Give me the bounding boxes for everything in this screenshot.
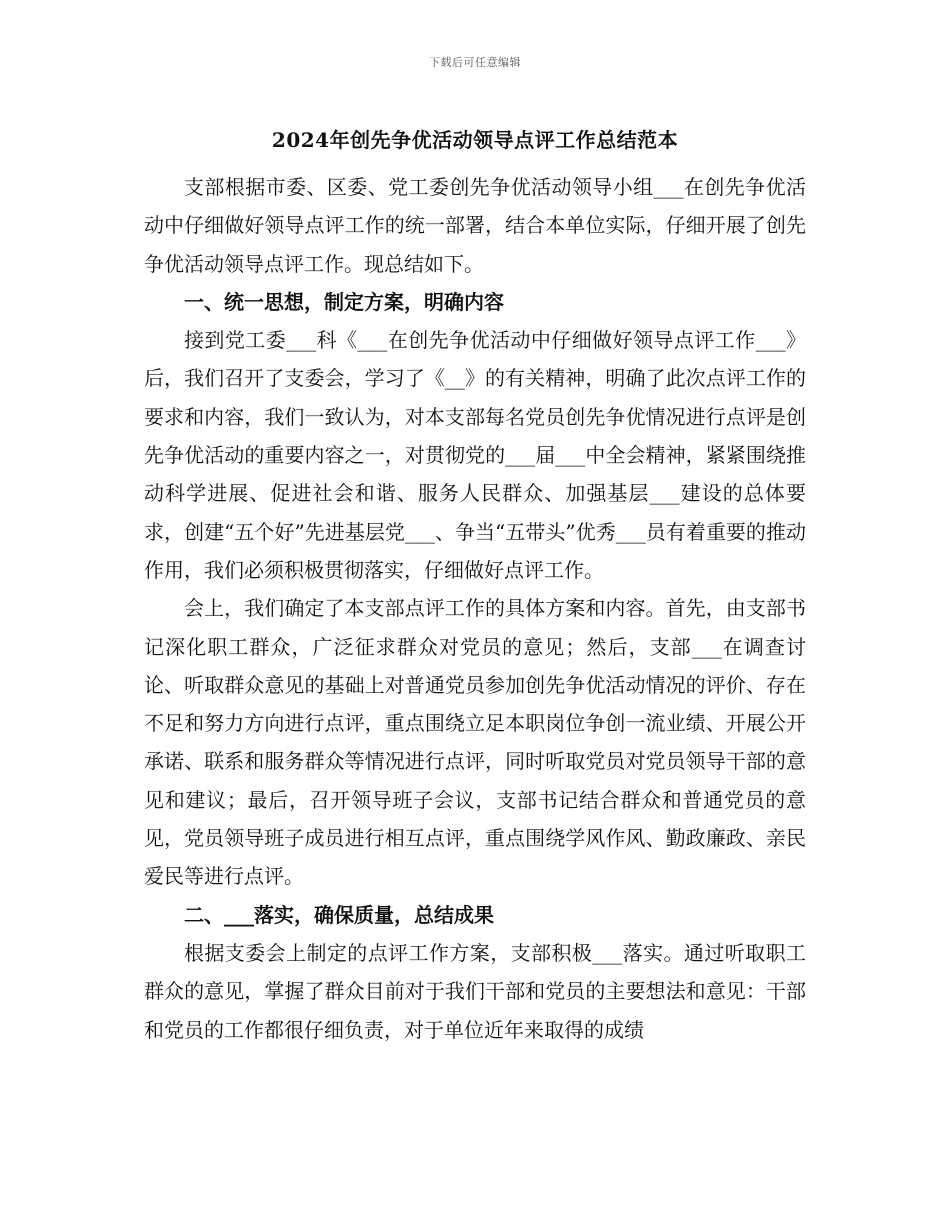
section-1-heading: 一、统一思想，制定方案，明确内容 <box>184 289 504 314</box>
document-title: 2024年创先争优活动领导点评工作总结范本 <box>271 128 679 152</box>
intro-paragraph: 支部根据市委、区委、党工委创先争优活动领导小组___在创先争优活动中仔细做好领导点评工作的统一部署，结合本单位实际，仔细开展了创先争优活动领导点评工作。现总结如下。 <box>144 175 806 276</box>
section-2-paragraph-1: 根据支委会上制定的点评工作方案，支部积极___落实。通过听取职工群众的意见，掌握了群众目前对于我们干部和党员的主要想法和意见：干部和党员的工作都很仔细负责，对于单位近年来取得的成绩 <box>144 940 806 1042</box>
section-1-paragraph-1: 接到党工委___科《___在创先争优活动中仔细做好领导点评工作___》后，我们召开了支委会，学习了《__》的有关精神，明确了此次点评工作的要求和内容，我们一致认为，对本支部每名党员创先争优情况进行点评是创先争优活动的重要内容之一，对贯彻党的___届___中全会精神，紧紧围绕推动科学进展、促进社会和谐、服务人民群众、加强基层___建设的总体要求，创建“五个好”先进基层党___、争当“五带头”优秀___员有着重要的推动作用，我们必须积极贯彻落实，仔细做好点评工作。 <box>144 328 806 582</box>
page-header-note: 下载后可任意编辑 <box>429 56 521 69</box>
document-body <box>144 168 806 1049</box>
section-2-heading: 二、___落实，确保质量，总结成果 <box>184 902 494 927</box>
section-1-paragraph-2: 会上，我们确定了本支部点评工作的具体方案和内容。首先，由支部书记深化职工群众，广泛征求群众对党员的意见；然后，支部___在调查讨论、听取群众意见的基础上对普通党员参加创先争优活动情况的评价、存在不足和努力方向进行点评，重点围绕立足本职岗位争创一流业绩、开展公开承诺、联系和服务群众等情况进行点评，同时听取党员对党员领导干部的意见和建议；最后，召开领导班子会议，支部书记结合群众和普通党员的意见，党员领导班子成员进行相互点评，重点围绕学风作风、勤政廉政、亲民爱民等进行点评。 <box>144 596 806 889</box>
